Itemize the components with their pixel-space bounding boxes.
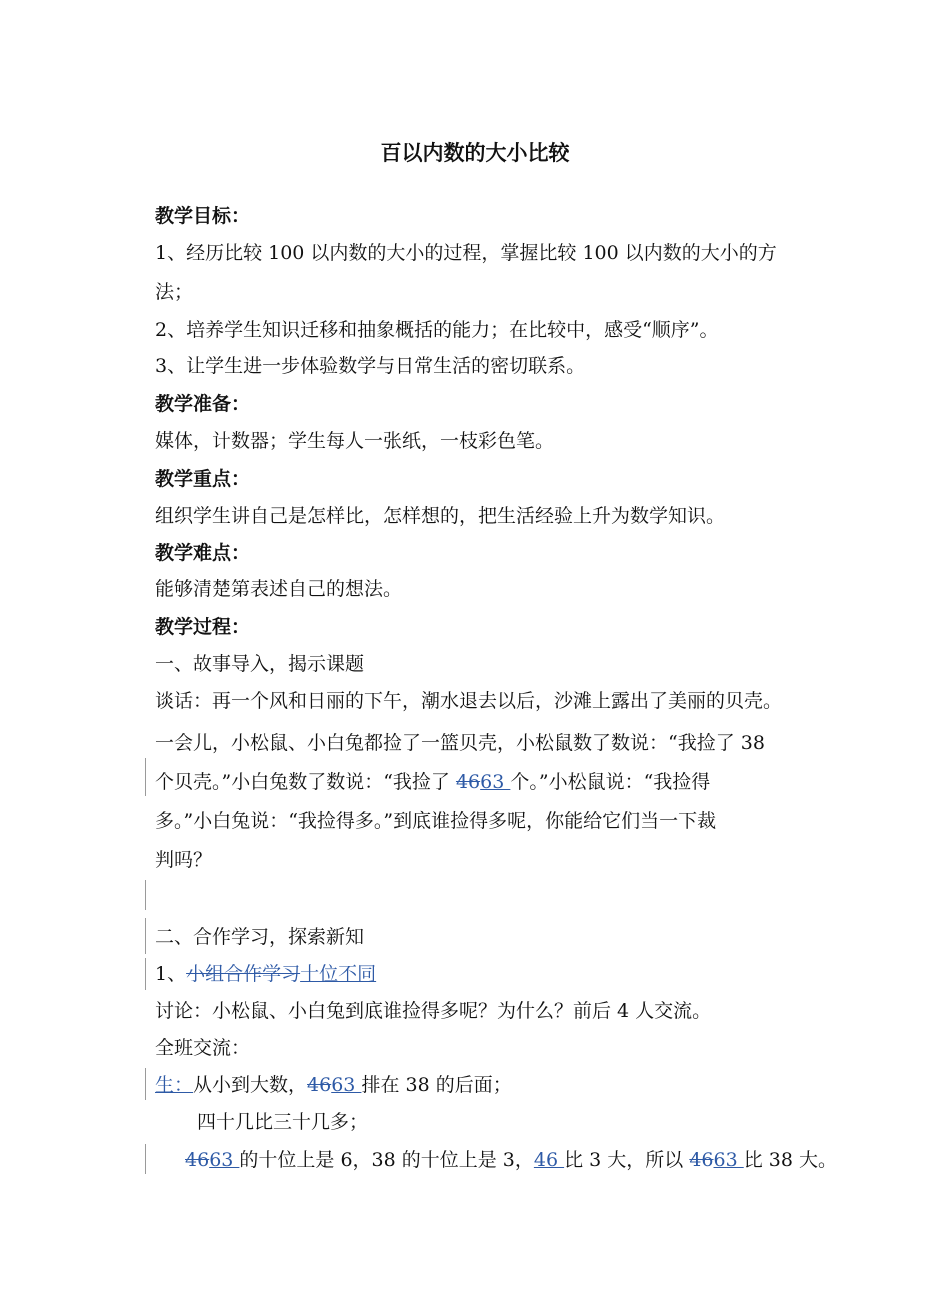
change-bar xyxy=(145,1068,146,1100)
deleted-step-title: 小组合作学习 xyxy=(186,963,301,985)
step-1-prefix: 1、 xyxy=(155,963,187,985)
answer-3 xyxy=(185,1148,837,1172)
story-line-1: 谈话：再一个风和日丽的下午，潮水退去以后，沙滩上露出了美丽的贝壳。 xyxy=(155,690,783,712)
answer-1 xyxy=(155,1073,512,1097)
goal-item-1: 1、经历比较 100 以内数的大小的过程，掌握比较 100 以内数的大小的方 xyxy=(155,242,777,264)
inserted-student-label: 生： xyxy=(155,1074,194,1096)
deleted-number: 46 xyxy=(455,771,481,793)
answer-3-b: 比 3 大，所以 xyxy=(564,1149,690,1171)
story-line-4: 多。”小白兔说：“我捡得多。”到底谁捡得多呢，你能给它们当一下裁 xyxy=(155,810,717,832)
change-bar xyxy=(145,958,146,990)
inserted-number: 63 xyxy=(713,1149,744,1171)
answer-2: 四十几比三十几多； xyxy=(197,1111,369,1133)
story-line-3 xyxy=(155,770,710,794)
story-line-3-a: 个贝壳。”小白兔数了数说：“我捡了 xyxy=(155,771,456,793)
difficulty-text: 能够清楚第表述自己的想法。 xyxy=(155,578,403,600)
inserted-step-title: 十位不同 xyxy=(300,963,377,985)
step-1 xyxy=(155,962,376,986)
prep-text: 媒体，计数器；学生每人一张纸，一枝彩色笔。 xyxy=(155,430,555,452)
key-text: 组织学生讲自己是怎样比，怎样想的，把生活经验上升为数学知识。 xyxy=(155,505,726,527)
goal-item-3: 3、让学生进一步体验数学与日常生活的密切联系。 xyxy=(155,355,586,377)
deleted-number: 46 xyxy=(689,1149,714,1171)
change-bar xyxy=(145,758,146,796)
answer-1-b: 排在 38 的后面； xyxy=(361,1074,512,1096)
change-bar xyxy=(145,918,146,954)
process-heading: 教学过程： xyxy=(155,616,251,638)
answer-3-a: 的十位上是 6，38 的十位上是 3， xyxy=(239,1149,534,1171)
answer-3-c: 比 38 大。 xyxy=(743,1149,837,1171)
change-bar xyxy=(145,880,146,910)
whole-class-text: 全班交流： xyxy=(155,1037,251,1059)
difficulty-heading: 教学难点： xyxy=(155,542,251,564)
prep-heading: 教学准备： xyxy=(155,393,251,415)
section-1-heading: 一、故事导入，揭示课题 xyxy=(155,653,365,675)
inserted-number: 63 xyxy=(331,1074,362,1096)
story-line-5: 判吗？ xyxy=(155,849,213,871)
document-title: 百以内数的大小比较 xyxy=(380,141,570,165)
story-line-3-b: 个。”小松鼠说：“我捡得 xyxy=(510,771,711,793)
deleted-number: 46 xyxy=(185,1149,210,1171)
inserted-number: 46 xyxy=(533,1149,565,1171)
story-line-2: 一会儿，小松鼠、小白兔都捡了一篮贝壳，小松鼠数了数说：“我捡了 38 xyxy=(155,732,765,754)
discussion-text: 讨论：小松鼠、小白兔到底谁捡得多呢？为什么？前后 4 人交流。 xyxy=(155,1000,712,1022)
answer-1-a: 从小到大数， xyxy=(193,1074,308,1096)
inserted-number: 63 xyxy=(480,771,511,793)
change-bar xyxy=(145,1144,146,1174)
goal-item-1-cont: 法； xyxy=(155,281,194,303)
deleted-number: 46 xyxy=(307,1074,332,1096)
section-2-heading: 二、合作学习，探索新知 xyxy=(155,926,365,948)
key-heading: 教学重点： xyxy=(155,468,251,490)
goal-item-2: 2、培养学生知识迁移和抽象概括的能力；在比较中，感受“顺序”。 xyxy=(155,319,719,341)
inserted-number: 63 xyxy=(209,1149,240,1171)
goals-heading: 教学目标： xyxy=(155,205,251,227)
